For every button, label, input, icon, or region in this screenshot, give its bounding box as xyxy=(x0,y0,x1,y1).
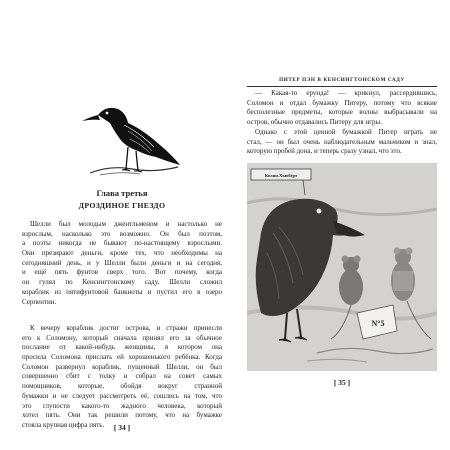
right-paragraph-1 xyxy=(247,89,437,128)
text-line: просила Соломона прислать ей хорошенького ребёнка. Когда xyxy=(22,353,222,362)
illustration-artwork xyxy=(247,163,437,371)
text-line: совершенно сбит с толку и собрал на совет самых xyxy=(22,372,222,381)
sign-label: Колин Хьюберт xyxy=(264,173,298,178)
text-line: Они презирают деньги, кроме тех, что необходимы на xyxy=(22,249,222,258)
text-line: хотел пять. Они так решили потому, что на бумажке xyxy=(22,411,222,420)
text-line: стояла крупная цифра пять. xyxy=(22,420,105,429)
text-line: которую пробей дона, и теперь сразу узнал, что это. xyxy=(247,147,402,156)
crow-illustration xyxy=(80,95,188,181)
text-line: Соломон и отдал бумажку Питеру, потому что всякие xyxy=(247,98,437,107)
left-paragraph-2 xyxy=(22,324,222,431)
text-line: он гулял по Кенсингтонскому саду, Шелли сложил xyxy=(22,278,222,287)
text-line: Шелли был молодым джентльменом и настолько не xyxy=(30,220,222,228)
text-line: К вечеру кораблик достиг острова, и стражи принесли xyxy=(30,324,222,332)
page-number-left: [ 34 ] xyxy=(113,423,131,432)
banknote-label: N°5 xyxy=(371,319,385,328)
running-head-rule xyxy=(247,86,437,87)
text-line: бесполезные предметы, которые волны выбрасывали на xyxy=(247,108,437,117)
text-line: Соломон развернул кораблик, пущенный Шелли, он был xyxy=(22,362,222,371)
page-number-right: [ 35 ] xyxy=(333,378,351,387)
text-line: его к Соломону, который сначала принял его за обычное xyxy=(22,333,222,342)
text-line: — Какая-то ерунда! — крикнул, рассердившись, xyxy=(255,89,437,97)
crow-and-mice-illustration xyxy=(247,163,437,371)
text-line: это глупости какого-то жадного человека, который xyxy=(22,401,222,410)
text-line: сегодняшний день, и у Шелли были деньги и на сегодня, xyxy=(22,258,222,267)
text-line: помощников, которые, обойдя вокруг странной xyxy=(22,382,222,391)
right-paragraph-2 xyxy=(247,128,437,157)
chapter-title: ДРОЗДИНОЕ ГНЕЗДО xyxy=(78,201,166,210)
text-line: Серпентин. xyxy=(22,297,57,306)
crow-icon xyxy=(80,95,188,181)
text-line: Однако с этой ценной бумажкой Питер играть не xyxy=(255,128,437,136)
text-line: а поэты никогда не бывают по-настоящему взрослыми. xyxy=(22,239,222,248)
text-line: остров, обычно отдавались Питеру для игры. xyxy=(247,118,382,127)
left-page xyxy=(22,80,222,430)
text-line: стал, — он был очень наблюдательным мальчиком и знал, xyxy=(247,137,437,146)
left-paragraph-1 xyxy=(22,220,222,307)
text-line: и ещё пять фунтов сверх того. Вот почему, когда xyxy=(22,268,222,277)
text-line: бумажки и не следует рассмотреть её, сошлись на том, что xyxy=(22,391,222,400)
text-line: взрослым, насколько это возможно. Он был поэтом, xyxy=(22,229,222,238)
right-page xyxy=(247,62,437,432)
running-head: ПИТЕР ПЭН В КЕНСИНГТОНСКОМ САДУ xyxy=(279,77,405,83)
text-line: кораблик из пятифунтовой банкноты и пустил его в озеро xyxy=(22,287,222,296)
chapter-number: Глава третья xyxy=(96,188,148,198)
text-line: послание от какой-нибудь женщины, в котором она xyxy=(22,343,222,352)
